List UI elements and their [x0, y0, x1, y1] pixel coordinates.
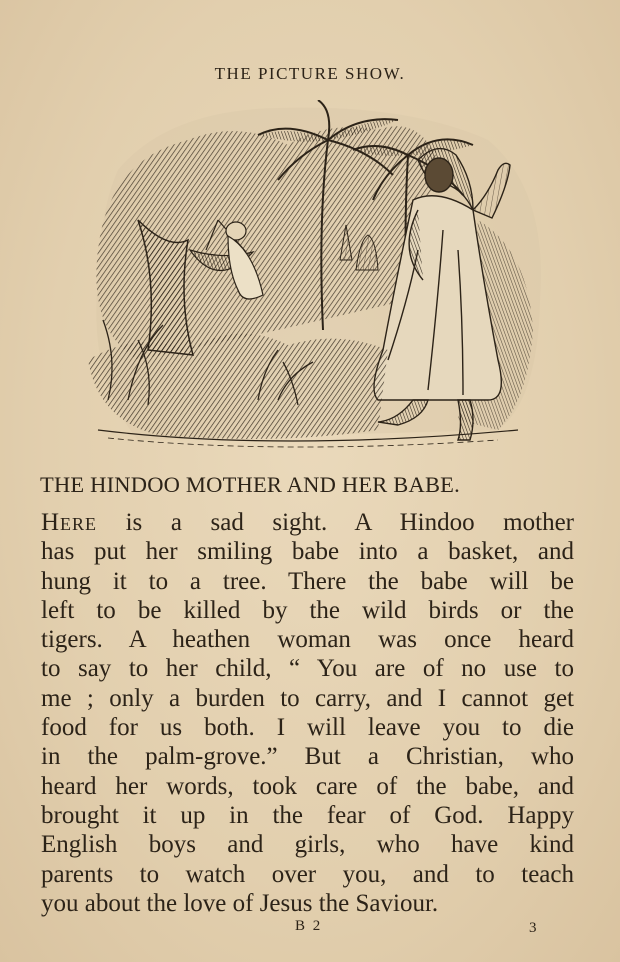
- drop-word: Here: [41, 509, 98, 536]
- illustration-caption: THE HINDOO MOTHER AND HER BABE.: [40, 472, 460, 497]
- text-line: tigers. A heathen woman was once heard: [41, 626, 574, 654]
- text-line: you about the love of Jesus the Saviour.: [41, 889, 439, 917]
- text-line: has put her smiling babe into a basket, and: [41, 538, 574, 566]
- running-head: THE PICTURE SHOW.: [214, 64, 406, 83]
- printer-signature-mark: B 2: [295, 918, 323, 934]
- engraving-illustration: [78, 100, 552, 450]
- text-line: brought it up in the fear of God. Happy: [41, 801, 574, 829]
- text-line: to say to her child, “ You are of no use to: [41, 655, 574, 683]
- text-line: [41, 508, 574, 537]
- text-line: in the palm-grove.” But a Christian, who: [41, 743, 574, 771]
- text-line-rest: is a sad sight. A Hindoo mother: [97, 509, 574, 536]
- text-line: English boys and girls, who have kind: [41, 831, 574, 859]
- text-line: left to be killed by the wild birds or the: [41, 596, 574, 624]
- page-number: 3: [529, 920, 537, 936]
- text-line: parents to watch over you, and to teach: [41, 860, 574, 888]
- text-line: me ; only a burden to carry, and I cannot get: [41, 684, 574, 712]
- body-paragraph: [41, 508, 574, 918]
- text-line: hung it to a tree. There the babe will be: [41, 567, 574, 595]
- text-line: food for us both. I will leave you to die: [41, 714, 574, 742]
- text-line: heard her words, took care of the babe, and: [41, 772, 574, 800]
